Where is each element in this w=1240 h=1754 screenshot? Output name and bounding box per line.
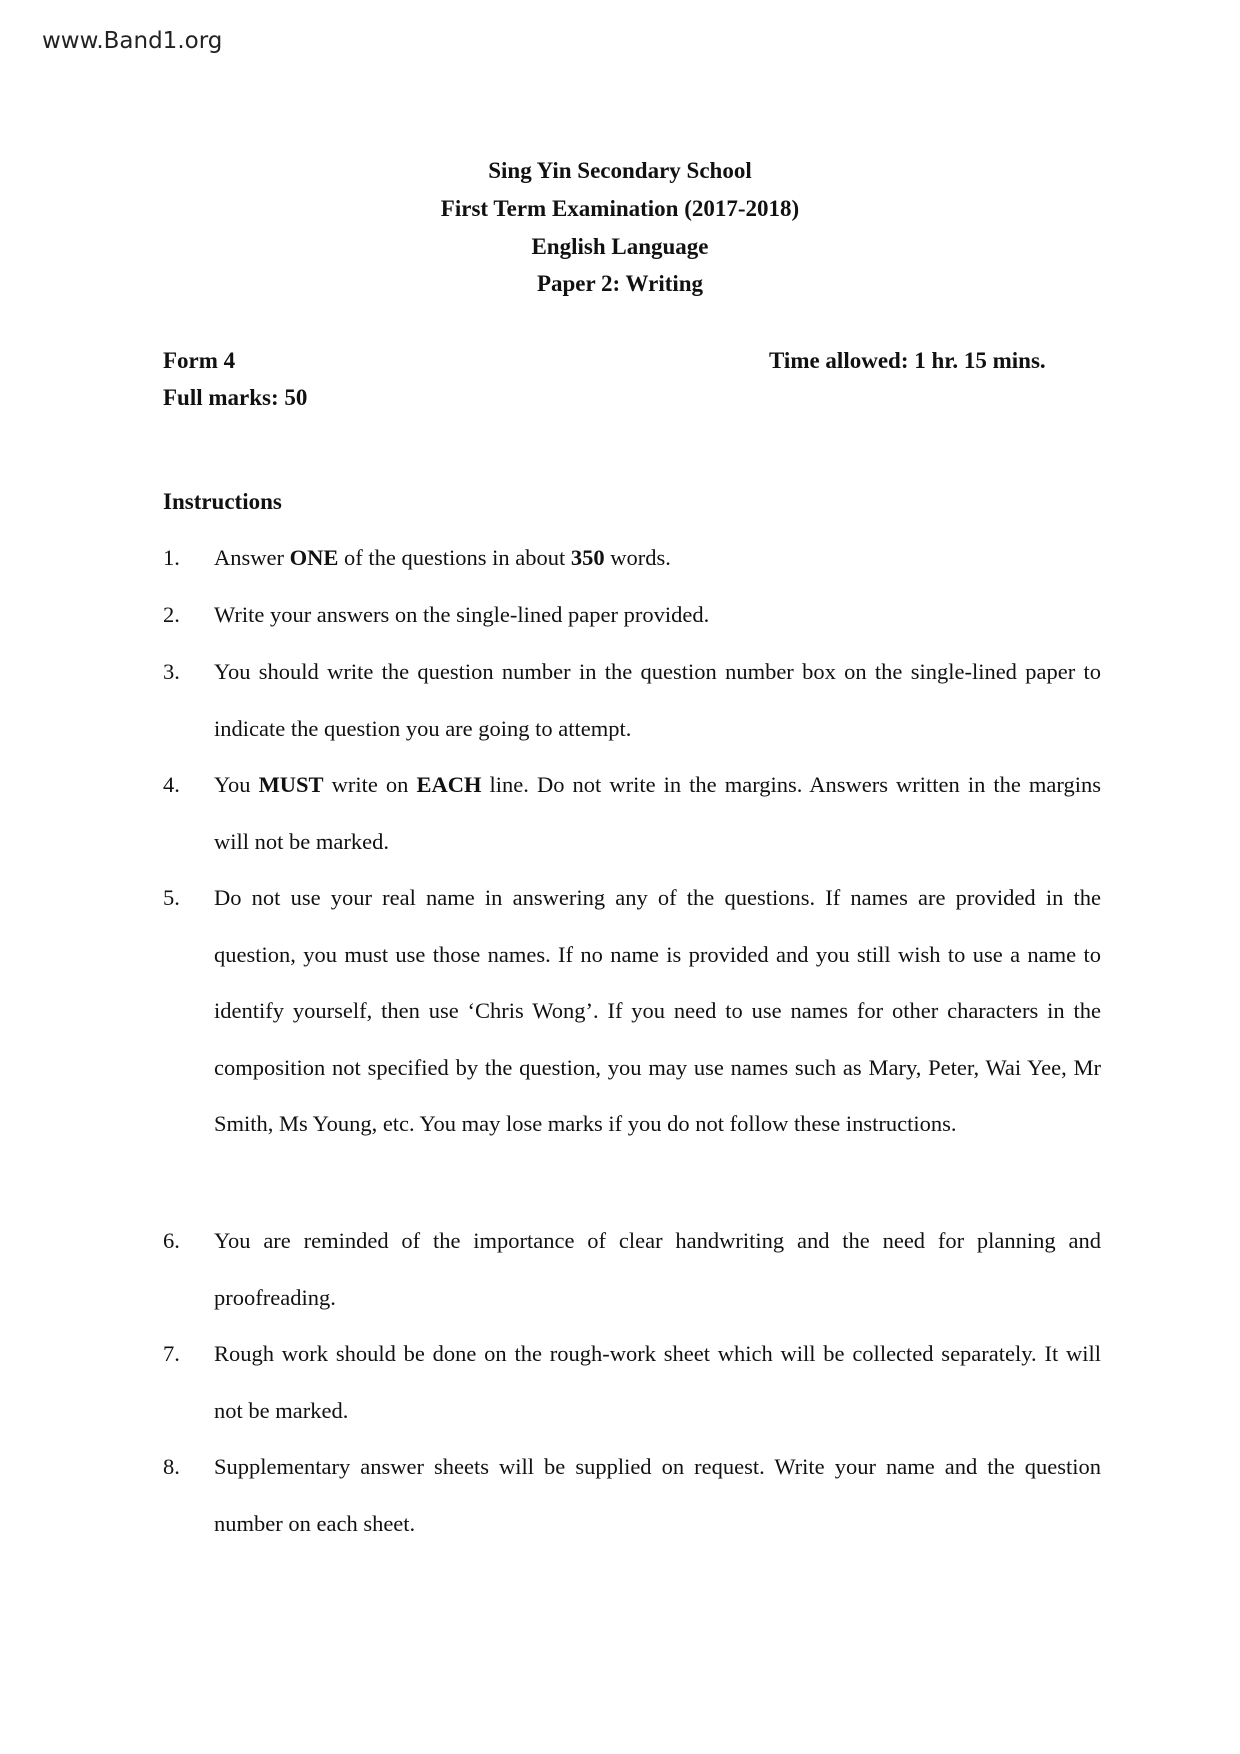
text-segment: Rough work should be done on the rough-work sheet which will be collected separately. It will not be marked. <box>214 1341 1101 1423</box>
instruction-text <box>214 1439 1101 1552</box>
instruction-text <box>214 530 1101 587</box>
instruction-text <box>214 1326 1101 1439</box>
instruction-text <box>214 870 1101 1153</box>
text-segment: write on <box>323 772 417 797</box>
instruction-number: 2. <box>163 602 180 627</box>
time-allowed: Time allowed: 1 hr. 15 mins. <box>769 348 1046 373</box>
instruction-text <box>214 587 1101 644</box>
instruction-text <box>214 644 1101 757</box>
text-segment: words. <box>604 545 671 570</box>
instruction-item <box>163 1326 1101 1439</box>
text-segment: You are reminded of the importance of clear handwriting and the need for planning and proofreading. <box>214 1228 1101 1310</box>
instruction-number: 6. <box>163 1228 180 1253</box>
instruction-number: 3. <box>163 659 180 684</box>
emphasis-text: ONE <box>289 545 339 570</box>
school-name: Sing Yin Secondary School <box>488 158 752 183</box>
emphasis-text: 350 <box>570 545 605 570</box>
text-segment: line. Do not write in the margins. Answers written in the margins will not be marked. <box>214 772 1102 854</box>
form-label: Form 4 <box>163 348 236 373</box>
instruction-item <box>163 530 1101 587</box>
instruction-item <box>163 870 1101 1153</box>
watermark: www.Band1.org <box>42 28 223 54</box>
text-segment: Do not use your real name in answering any of the questions. If names are provided in the question, you must use those names. If no name is provided and you still wish to use a name to identify yourself, then use ‘Chris Wong’. If you need to use names for other characters in the composition not specified by the question, you may use names such as Mary, Peter, Wai Yee, Mr Smith, Ms Young, etc. You may lose marks if you do not follow these instructions. <box>214 885 1101 1137</box>
emphasis-text: MUST <box>258 772 324 797</box>
instruction-item <box>163 1213 1101 1326</box>
paper-title: Paper 2: Writing <box>536 271 704 296</box>
instruction-text <box>214 757 1101 870</box>
instruction-number: 4. <box>163 772 180 797</box>
text-segment: Write your answers on the single-lined paper provided. <box>214 602 710 627</box>
text-segment: You <box>214 772 259 797</box>
instruction-number: 8. <box>163 1454 180 1479</box>
text-segment: of the questions in about <box>338 545 571 570</box>
text-segment: Answer <box>214 545 290 570</box>
subject: English Language <box>531 234 709 259</box>
instruction-number: 1. <box>163 545 180 570</box>
instruction-item <box>163 1439 1101 1552</box>
instruction-number: 7. <box>163 1341 180 1366</box>
instruction-item <box>163 757 1101 870</box>
text-segment: Supplementary answer sheets will be supplied on request. Write your name and the question number on each sheet. <box>214 1454 1101 1536</box>
instruction-number: 5. <box>163 885 180 910</box>
instruction-item <box>163 644 1101 757</box>
instruction-text <box>214 1213 1101 1326</box>
full-marks: Full marks: 50 <box>163 385 308 410</box>
emphasis-text: EACH <box>416 772 482 797</box>
instructions-heading: Instructions <box>163 489 282 514</box>
exam-title: First Term Examination (2017-2018) <box>440 196 800 221</box>
text-segment: You should write the question number in the question number box on the single-lined paper to indicate the question you are going to attempt. <box>214 659 1101 741</box>
instruction-item <box>163 587 1101 644</box>
